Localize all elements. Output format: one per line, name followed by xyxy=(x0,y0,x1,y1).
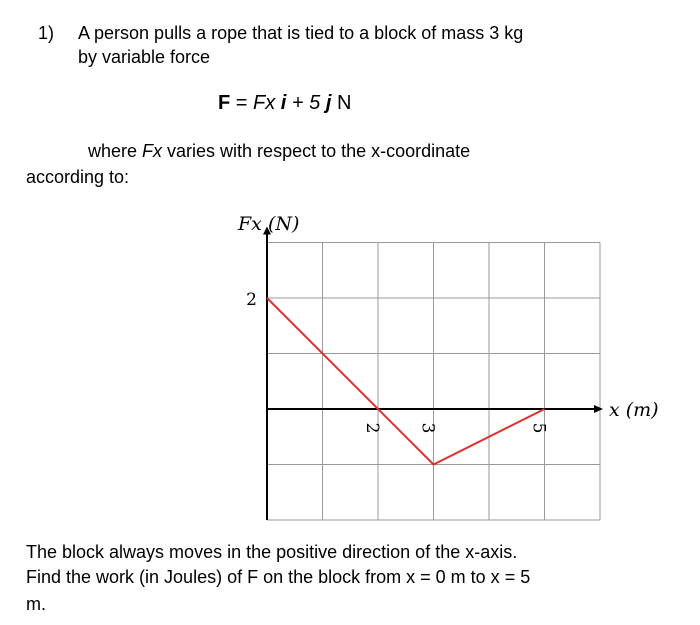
formula-equals: = xyxy=(230,92,254,114)
force-graph xyxy=(0,200,700,530)
formula-i: i xyxy=(280,92,287,114)
force-curve xyxy=(267,298,545,465)
formula-fx: Fx xyxy=(253,92,276,114)
where-rest: varies with respect to the x-coordinate xyxy=(162,141,471,161)
chart-grid xyxy=(267,243,600,521)
where-fx: Fx xyxy=(142,141,163,161)
formula-plus-5: + 5 xyxy=(286,92,326,114)
x-axis-label: x (m) xyxy=(609,399,659,421)
y-axis-label: Fx (N) xyxy=(238,213,300,235)
where-prefix: where xyxy=(88,141,143,161)
x-axis-arrow xyxy=(594,405,603,413)
problem-number: 1) xyxy=(38,23,55,43)
question-line-2: Find the work (in Joules) of F on the block from x = 0 m to x = 5 xyxy=(26,567,531,587)
question-line-3: m. xyxy=(26,594,46,614)
chart-labels xyxy=(237,213,659,433)
y-tick-label: 2 xyxy=(246,290,257,310)
problem-text-line-1: A person pulls a rope that is tied to a block of mass 3 kg xyxy=(78,23,524,43)
formula-unit: N xyxy=(331,92,352,114)
according-text: according to: xyxy=(26,167,130,187)
force-formula xyxy=(218,92,351,114)
where-text xyxy=(88,140,470,162)
problem-text-line-2: by variable force xyxy=(78,47,211,67)
formula-lhs: F xyxy=(218,92,231,114)
x-tick-label: 3 xyxy=(417,422,438,434)
question-line-1: The block always moves in the positive direction of the x-axis. xyxy=(26,542,518,562)
x-tick-label: 5 xyxy=(528,422,549,434)
chart-series xyxy=(267,298,545,465)
x-tick-label: 2 xyxy=(362,422,382,434)
formula-j: j xyxy=(325,92,332,114)
